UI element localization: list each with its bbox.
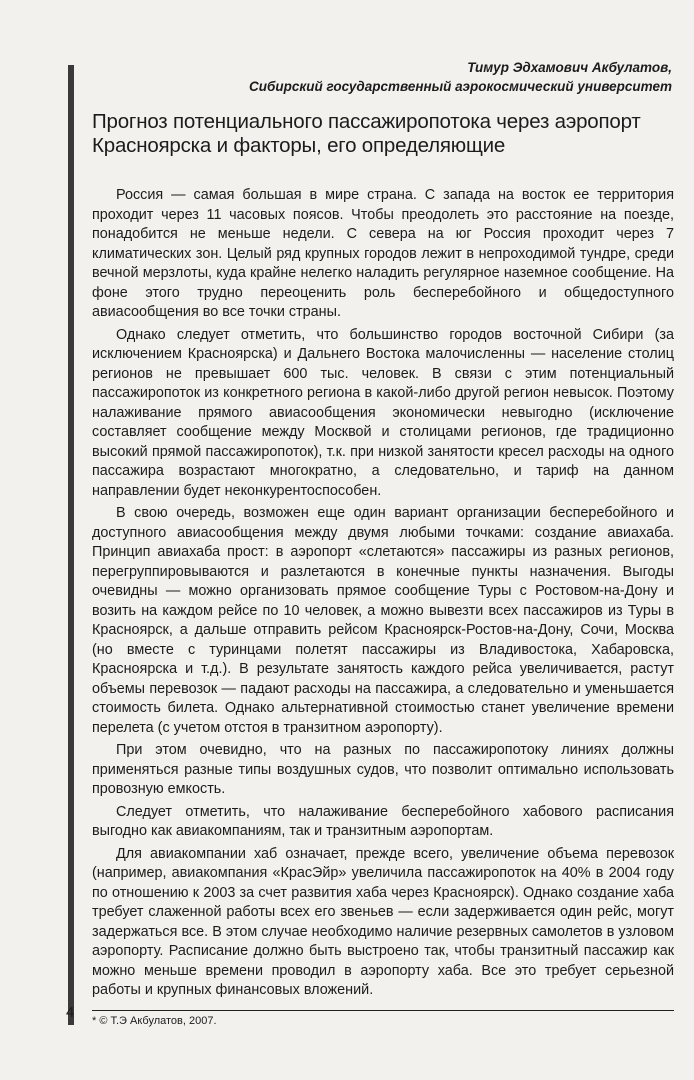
paragraph: В свою очередь, возможен еще один вариант организации бесперебойного и доступного авиасообщения между двумя любыми точками: создание авиахаба. Принцип авиахаба прост: в аэропорт «слетаются» пассажиры из разных регионов, перегруппировываются и разлетаются в конечные пункты назначения. Выгоды очевидны — можно организовать прямое сообщение Туры с Ростовом-на-Дону и возить на каждом рейсе по 10 человек, а можно вывезти всех пассажиров из Туры в Красноярск, а дальше отправить рейсом Красноярск-Ростов-на-Дону, Сочи, Москва (но вместе с туринцами полетят пассажиры из Владивостока, Хабаровска, Красноярска и т.д.). В результате занятость каждого рейса увеличивается, растут объемы перевозок — падают расходы на пассажира, а следовательно и уменьшается стоимость билета. Однако альтернативной стоимостью станет увеличение времени перелета (с учетом отстоя в транзитном аэропорту). xyxy=(92,505,674,736)
author-block xyxy=(112,58,672,96)
paragraph: При этом очевидно, что на разных по пассажиропотоку линиях должны применяться разные типы воздушных судов, что позволит оптимально использовать провозную емкость. xyxy=(92,742,674,797)
page-number: 4 xyxy=(66,1004,75,1021)
footnote-divider xyxy=(92,1010,674,1011)
paragraph: Россия — самая большая в мире страна. С запада на восток ее территория проходит через 11 часовых поясов. Чтобы преодолеть это расстояние на поезде, понадобится не меньше недели. С севера на юг Россия проходит через 7 климатических зон. Целый ряд крупных городов лежит в непроходимой тундре, среди вечной мерзлоты, куда крайне нелегко наладить регулярное наземное сообщение. На фоне этого трудно переоценить роль бесперебойного и общедоступного авиасообщения во все точки страны. xyxy=(92,187,674,320)
footnote: * © Т.Э Акбулатов, 2007. xyxy=(92,1015,217,1027)
margin-rule xyxy=(68,65,74,1025)
article-body xyxy=(92,186,674,1004)
paragraph: Однако следует отметить, что большинство городов восточной Сибири (за исключением Красноярска) и Дальнего Востока малочисленны — население столиц регионов не превышает 600 тыс. человек. В связи с этим потенциальный пассажиропоток из конкретного региона в какой-либо другой регион невысок. Поэтому налаживание прямого авиасообщения экономически невыгодно (исключение составляет сообщение между Москвой и столицами регионов, где традиционно высокий прямой пассажиропоток), т.к. при низкой занятости кресел расходы на одного пассажира возрастают многократно, а следовательно, и тариф на данном направлении будет неконкурентоспособен. xyxy=(92,326,674,499)
author-affiliation: Сибирский государственный аэрокосмический университет xyxy=(249,79,672,94)
paragraph: Для авиакомпании хаб означает, прежде всего, увеличение объема перевозок (например, авиакомпания «КрасЭйр» увеличила пассажиропоток на 40% в 2004 году по отношению к 2003 за счет развития хаба через Красноярск). Однако создание хаба требует слаженной работы всех его звеньев — если задерживается один рейс, могут задержаться все. В этом случае необходимо наличие резервных самолетов в узловом аэропорту. Расписание должно быть выстроено так, чтобы транзитный пассажир как можно меньше времени проводил в аэропорту хаба. Все это требует серьезной работы и крупных финансовых вложений. xyxy=(92,845,674,998)
paragraph: Следует отметить, что налаживание бесперебойного хабового расписания выгодно как авиакомпаниям, так и транзитным аэропортам. xyxy=(92,803,674,839)
author-name: Тимур Эдхамович Акбулатов, xyxy=(467,60,672,75)
article-title: Прогноз потенциального пассажиропотока через аэропорт Красноярска и факторы, его определяющие xyxy=(92,110,641,157)
